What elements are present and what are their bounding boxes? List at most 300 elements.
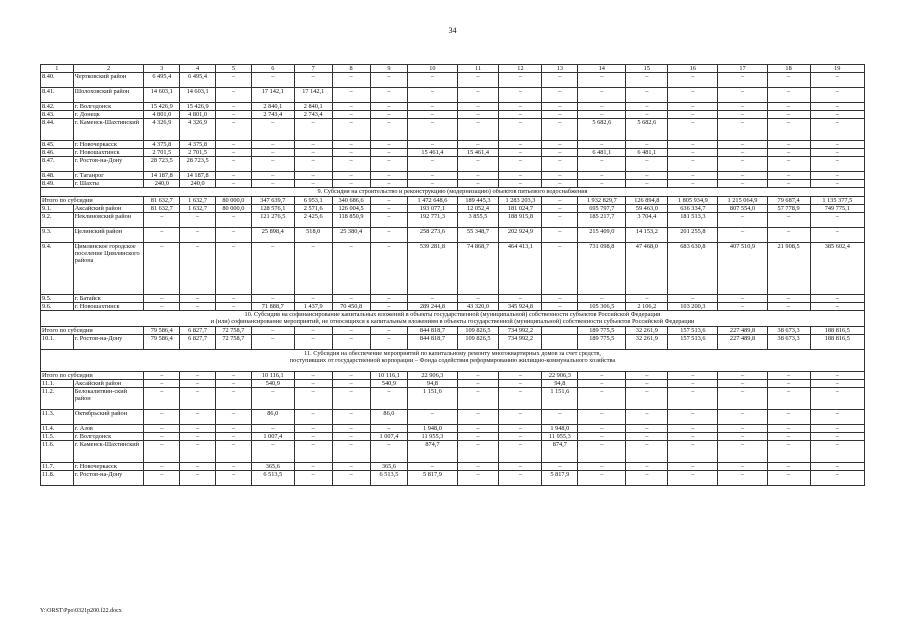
table-row: [41, 212, 865, 227]
table-cell: –: [718, 172, 767, 180]
row-number: 8.46.: [41, 149, 74, 157]
territory-name: Чертковский район: [73, 73, 144, 88]
table-row: [41, 157, 865, 172]
table-cell: –: [370, 204, 408, 212]
table-cell: 188 816,5: [810, 334, 864, 349]
table-cell: –: [810, 111, 864, 119]
row-number: 10.1.: [41, 334, 74, 349]
table-cell: 1 007,4: [251, 432, 294, 440]
table-cell: –: [457, 462, 499, 470]
table-cell: –: [499, 180, 542, 188]
table-cell: –: [457, 88, 499, 103]
table-cell: 5 817,9: [542, 470, 578, 485]
table-cell: 193 077,1: [408, 204, 457, 212]
table-cell: –: [216, 432, 252, 440]
table-cell: 1 151,6: [408, 387, 457, 409]
table-cell: –: [294, 379, 332, 387]
table-cell: –: [499, 424, 542, 432]
table-cell: –: [810, 294, 864, 302]
table-cell: –: [668, 432, 718, 440]
table-cell: –: [332, 111, 370, 119]
table-cell: 5 682,6: [626, 119, 668, 141]
territory-name: Цимлянское городское поселение Цимлянского района: [73, 242, 144, 294]
table-cell: 70 450,8: [332, 302, 370, 310]
table-cell: –: [718, 462, 767, 470]
table-cell: 1 283 203,3: [499, 196, 542, 204]
table-cell: –: [626, 294, 668, 302]
table-cell: –: [180, 470, 216, 485]
territory-name: г. Ростов-на-Дону: [73, 157, 144, 172]
table-cell: –: [767, 470, 810, 485]
table-row: [41, 141, 865, 149]
table-cell: 157 513,6: [668, 334, 718, 349]
table-cell: –: [216, 294, 252, 302]
table-cell: 2 571,6: [294, 204, 332, 212]
table-cell: –: [578, 294, 626, 302]
table-cell: –: [810, 88, 864, 103]
table-cell: –: [180, 242, 216, 294]
table-cell: –: [810, 103, 864, 111]
table-cell: –: [251, 424, 294, 432]
table-cell: –: [542, 227, 578, 242]
table-cell: –: [668, 149, 718, 157]
table-cell: –: [668, 119, 718, 141]
table-cell: –: [499, 119, 542, 141]
table-cell: –: [216, 180, 252, 188]
section-title-line: 9. Субсидия на строительство и реконструкцию (модернизацию) объектов питьевого водоснабжения: [317, 188, 588, 195]
table-row: [41, 409, 865, 424]
table-cell: –: [578, 103, 626, 111]
row-number: 8.40.: [41, 73, 74, 88]
row-number: 8.45.: [41, 141, 74, 149]
table-cell: –: [457, 379, 499, 387]
table-cell: –: [626, 371, 668, 379]
table-cell: 15 461,4: [457, 149, 499, 157]
table-cell: –: [499, 387, 542, 409]
table-cell: –: [294, 470, 332, 485]
table-cell: –: [370, 141, 408, 149]
table-cell: 80 000,0: [216, 204, 252, 212]
table-cell: –: [542, 141, 578, 149]
table-cell: –: [144, 371, 180, 379]
table-cell: –: [578, 371, 626, 379]
territory-name: г. Новошахтинск: [73, 149, 144, 157]
table-cell: –: [251, 149, 294, 157]
table-cell: –: [767, 111, 810, 119]
table-cell: –: [457, 141, 499, 149]
column-number: 2: [73, 65, 144, 73]
table-cell: –: [457, 424, 499, 432]
table-cell: –: [332, 73, 370, 88]
total-label: Итого по субсидии: [41, 196, 144, 204]
table-cell: –: [668, 157, 718, 172]
table-cell: 6 513,5: [370, 470, 408, 485]
table-cell: –: [626, 88, 668, 103]
table-cell: –: [332, 371, 370, 379]
table-cell: –: [457, 387, 499, 409]
column-number: 17: [718, 65, 767, 73]
table-cell: –: [332, 326, 370, 334]
column-number: 16: [668, 65, 718, 73]
table-cell: –: [251, 73, 294, 88]
table-cell: –: [626, 157, 668, 172]
table-cell: –: [499, 157, 542, 172]
territory-name: Октябрьский район: [73, 409, 144, 424]
table-cell: 407 510,9: [718, 242, 767, 294]
table-cell: –: [370, 440, 408, 462]
table-cell: –: [408, 103, 457, 111]
table-cell: 192 771,3: [408, 212, 457, 227]
territory-name: г. Донецк: [73, 111, 144, 119]
table-cell: 1 151,6: [542, 387, 578, 409]
table-cell: –: [499, 432, 542, 440]
table-cell: –: [499, 371, 542, 379]
table-cell: 4 326,9: [180, 119, 216, 141]
table-cell: –: [767, 141, 810, 149]
section-title-line: 10. Субсидия на софинансирование капитальных вложений в объекты государственной (муниципальной) собственности субъектов Российской Федерации: [244, 310, 661, 318]
table-cell: –: [216, 379, 252, 387]
table-cell: –: [370, 73, 408, 88]
table-cell: –: [668, 88, 718, 103]
table-cell: –: [216, 157, 252, 172]
table-cell: 15 461,4: [408, 149, 457, 157]
table-cell: –: [332, 149, 370, 157]
table-cell: 518,0: [294, 227, 332, 242]
column-number: 10: [408, 65, 457, 73]
table-cell: –: [578, 440, 626, 462]
row-number: 8.49.: [41, 180, 74, 188]
row-number: 11.4.: [41, 424, 74, 432]
table-cell: 3 704,4: [626, 212, 668, 227]
table-row: [41, 103, 865, 111]
table-cell: –: [216, 424, 252, 432]
territory-name: г. Таганрог: [73, 172, 144, 180]
table-cell: –: [294, 149, 332, 157]
column-number: 3: [144, 65, 180, 73]
table-cell: –: [767, 302, 810, 310]
table-cell: –: [626, 73, 668, 88]
table-cell: –: [578, 73, 626, 88]
table-cell: 188 816,5: [810, 326, 864, 334]
table-cell: 43 320,0: [457, 302, 499, 310]
table-cell: –: [626, 424, 668, 432]
table-cell: 365,6: [251, 462, 294, 470]
footer-file-path: Y:\ORST\Ppo\0321p200.f22.docx: [40, 608, 122, 614]
table-cell: –: [578, 88, 626, 103]
table-cell: 74 868,7: [457, 242, 499, 294]
table-cell: –: [668, 371, 718, 379]
table-cell: –: [668, 440, 718, 462]
section-title-row: [41, 349, 865, 371]
column-number: 11: [457, 65, 499, 73]
row-number: 8.47.: [41, 157, 74, 172]
table-row: [41, 424, 865, 432]
table-cell: 5 817,9: [408, 470, 457, 485]
table-cell: 25 380,4: [332, 227, 370, 242]
table-cell: –: [144, 294, 180, 302]
table-cell: –: [294, 432, 332, 440]
table-cell: –: [542, 103, 578, 111]
table-cell: –: [810, 302, 864, 310]
table-cell: –: [457, 119, 499, 141]
table-cell: –: [294, 73, 332, 88]
table-cell: –: [499, 440, 542, 462]
table-cell: –: [810, 470, 864, 485]
table-cell: –: [180, 424, 216, 432]
table-cell: –: [810, 141, 864, 149]
table-cell: –: [216, 462, 252, 470]
table-cell: –: [144, 302, 180, 310]
table-cell: –: [332, 119, 370, 141]
table-cell: 6 481,1: [578, 149, 626, 157]
table-cell: –: [499, 88, 542, 103]
table-cell: –: [332, 334, 370, 349]
table-cell: –: [332, 462, 370, 470]
table-cell: –: [578, 180, 626, 188]
table-cell: 79 687,4: [767, 196, 810, 204]
table-cell: 10 116,1: [251, 371, 294, 379]
table-cell: 94,8: [408, 379, 457, 387]
table-cell: 105 306,5: [578, 302, 626, 310]
table-cell: –: [767, 119, 810, 141]
table-cell: 94,8: [542, 379, 578, 387]
row-number: 9.2.: [41, 212, 74, 227]
table-cell: –: [542, 294, 578, 302]
table-row: [41, 172, 865, 180]
section-title-line: поступивших от государственной корпорации – Фонда содействия реформированию жилищно-коммунального хозяйства: [289, 357, 616, 364]
table-cell: –: [144, 387, 180, 409]
table-cell: –: [767, 103, 810, 111]
table-cell: –: [810, 371, 864, 379]
table-cell: –: [216, 103, 252, 111]
table-cell: 6 827,7: [180, 334, 216, 349]
table-row: [41, 149, 865, 157]
table-cell: 181 024,7: [499, 204, 542, 212]
table-cell: –: [542, 88, 578, 103]
table-cell: –: [251, 326, 294, 334]
table-cell: –: [542, 409, 578, 424]
table-cell: –: [251, 157, 294, 172]
table-cell: –: [810, 172, 864, 180]
table-cell: –: [180, 379, 216, 387]
table-cell: –: [144, 409, 180, 424]
table-cell: 47 468,0: [626, 242, 668, 294]
table-cell: –: [180, 462, 216, 470]
table-cell: –: [542, 180, 578, 188]
table-cell: 347 639,7: [251, 196, 294, 204]
table-cell: –: [370, 111, 408, 119]
table-cell: –: [457, 432, 499, 440]
table-cell: –: [457, 470, 499, 485]
table-cell: –: [294, 180, 332, 188]
section-title-line: 11. Субсидия на обеспечение мероприятий по капитальному ремонту многоквартирных домов за счет средств,: [304, 349, 601, 357]
table-cell: 2 106,2: [626, 302, 668, 310]
table-cell: –: [810, 379, 864, 387]
table-cell: –: [767, 432, 810, 440]
table-cell: –: [499, 149, 542, 157]
table-cell: 1 632,7: [180, 196, 216, 204]
table-cell: –: [668, 111, 718, 119]
table-cell: –: [144, 227, 180, 242]
table-cell: –: [499, 111, 542, 119]
territory-name: г. Батайск: [73, 294, 144, 302]
table-cell: 38 673,3: [767, 334, 810, 349]
table-cell: 157 513,6: [668, 326, 718, 334]
table-cell: 734 992,2: [499, 326, 542, 334]
table-cell: –: [578, 462, 626, 470]
table-cell: –: [216, 470, 252, 485]
table-cell: 1 948,0: [408, 424, 457, 432]
row-number: 8.48.: [41, 172, 74, 180]
table-cell: –: [144, 470, 180, 485]
table-cell: 80 000,0: [216, 196, 252, 204]
table-cell: 22 906,3: [408, 371, 457, 379]
total-row: [41, 326, 865, 334]
table-cell: –: [294, 462, 332, 470]
table-cell: –: [294, 409, 332, 424]
table-cell: –: [457, 409, 499, 424]
table-cell: –: [294, 371, 332, 379]
table-cell: 749 775,1: [810, 204, 864, 212]
table-cell: 844 818,7: [408, 326, 457, 334]
table-cell: –: [810, 387, 864, 409]
table-cell: 2 425,6: [294, 212, 332, 227]
section-title-line: и (или) софинансирование мероприятий, не относящихся к капитальным вложениям в объекты государственной (муниципальной) собственности субъектов Российской Федерации: [210, 318, 695, 325]
table-cell: 21 908,5: [767, 242, 810, 294]
table-cell: 6 495,4: [144, 73, 180, 88]
table-cell: –: [626, 470, 668, 485]
table-cell: –: [810, 462, 864, 470]
total-label: Итого по субсидии: [41, 326, 144, 334]
table-cell: 59 463,0: [626, 204, 668, 212]
table-cell: –: [370, 302, 408, 310]
table-cell: –: [408, 157, 457, 172]
table-cell: –: [180, 432, 216, 440]
table-cell: –: [370, 88, 408, 103]
table-cell: –: [578, 379, 626, 387]
table-cell: –: [718, 212, 767, 227]
table-cell: 118 850,9: [332, 212, 370, 227]
row-number: 11.7.: [41, 462, 74, 470]
table-cell: –: [578, 387, 626, 409]
table-cell: –: [542, 73, 578, 88]
table-cell: –: [542, 204, 578, 212]
table-cell: –: [767, 440, 810, 462]
table-cell: –: [810, 212, 864, 227]
table-row: [41, 204, 865, 212]
table-cell: 1 932 829,7: [578, 196, 626, 204]
table-cell: 215 409,0: [578, 227, 626, 242]
table-cell: –: [542, 149, 578, 157]
table-cell: 2 701,5: [180, 149, 216, 157]
table-cell: –: [810, 149, 864, 157]
table-cell: –: [294, 119, 332, 141]
table-cell: 14 603,1: [180, 88, 216, 103]
table-cell: –: [370, 172, 408, 180]
table-cell: 1 472 648,6: [408, 196, 457, 204]
table-cell: –: [767, 172, 810, 180]
table-cell: –: [767, 149, 810, 157]
table-cell: –: [408, 462, 457, 470]
table-cell: –: [370, 196, 408, 204]
territory-name: г. Новочеркасск: [73, 462, 144, 470]
table-cell: 189 775,5: [578, 334, 626, 349]
table-cell: 464 413,1: [499, 242, 542, 294]
table-row: [41, 470, 865, 485]
table-cell: 3 855,5: [457, 212, 499, 227]
table-cell: –: [499, 409, 542, 424]
table-cell: –: [668, 73, 718, 88]
table-cell: 71 888,7: [251, 302, 294, 310]
table-cell: 6 513,5: [251, 470, 294, 485]
table-cell: –: [370, 387, 408, 409]
table-cell: –: [668, 172, 718, 180]
table-cell: 695 797,7: [578, 204, 626, 212]
table-cell: –: [408, 88, 457, 103]
page-number: 34: [448, 26, 457, 35]
row-number: 9.6.: [41, 302, 74, 310]
territory-name: г. Новошахтинск: [73, 302, 144, 310]
table-cell: –: [668, 470, 718, 485]
table-cell: –: [332, 294, 370, 302]
table-cell: 14 603,1: [144, 88, 180, 103]
table-cell: –: [370, 294, 408, 302]
table-cell: –: [144, 462, 180, 470]
table-cell: –: [370, 103, 408, 111]
table-cell: –: [626, 180, 668, 188]
table-cell: –: [370, 149, 408, 157]
row-number: 9.5.: [41, 294, 74, 302]
table-cell: –: [180, 294, 216, 302]
table-cell: –: [767, 227, 810, 242]
territory-name: г. Каменск-Шахтинский: [73, 119, 144, 141]
table-cell: –: [542, 462, 578, 470]
table-cell: –: [578, 424, 626, 432]
table-cell: 289 244,8: [408, 302, 457, 310]
row-number: 11.5.: [41, 432, 74, 440]
table-cell: –: [216, 440, 252, 462]
table-cell: 258 273,6: [408, 227, 457, 242]
table-cell: 81 632,7: [144, 196, 180, 204]
table-cell: –: [718, 180, 767, 188]
table-cell: –: [668, 180, 718, 188]
table-cell: –: [578, 141, 626, 149]
table-cell: –: [144, 379, 180, 387]
table-cell: –: [294, 424, 332, 432]
table-cell: –: [332, 409, 370, 424]
table-cell: 345 924,8: [499, 302, 542, 310]
column-number: 13: [542, 65, 578, 73]
table-cell: –: [668, 294, 718, 302]
table-cell: –: [578, 111, 626, 119]
table-cell: 1 007,4: [370, 432, 408, 440]
table-row: [41, 387, 865, 409]
table-cell: –: [542, 172, 578, 180]
table-cell: –: [718, 424, 767, 432]
table-cell: 189 445,3: [457, 196, 499, 204]
table-cell: –: [457, 371, 499, 379]
table-cell: –: [767, 88, 810, 103]
table-cell: 365,6: [370, 462, 408, 470]
table-row: [41, 462, 865, 470]
table-cell: –: [718, 157, 767, 172]
table-cell: –: [144, 242, 180, 294]
table-cell: –: [332, 88, 370, 103]
table-cell: –: [767, 294, 810, 302]
territory-name: Неклиновский район: [73, 212, 144, 227]
table-cell: –: [767, 371, 810, 379]
column-number-row: [41, 65, 865, 73]
